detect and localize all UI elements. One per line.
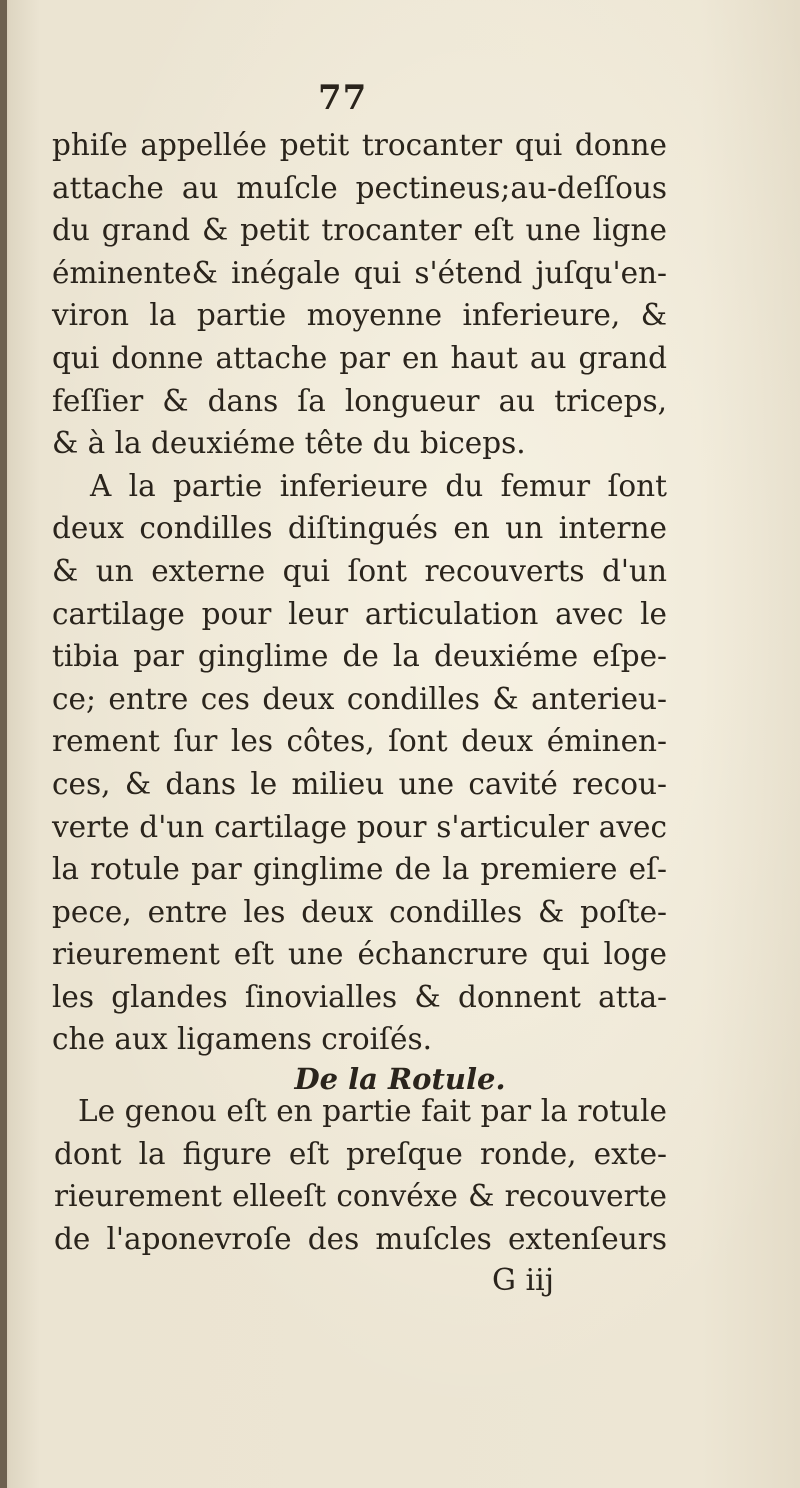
text-line: rieurement elleeſt convéxe & recouverte [54,1179,667,1214]
text-line: la rotule par ginglime de la premiere eſ- [52,852,667,887]
text-line: deux condilles diſtingués en un interne [52,511,667,546]
text-line: phiſe appellée petit trocanter qui donne [52,128,667,162]
text-line: rieurement eſt une échancrure qui loge [52,937,667,972]
text-line: verte d'un cartilage pour s'articuler avec [52,809,667,844]
text-line: che aux ligamens croiſés. [52,1022,432,1057]
page-number: 77 [318,78,368,118]
text-line: pece, entre les deux condilles & poſte- [52,894,667,929]
text-line: attache au muſcle pectineus;au-deſſous [52,170,667,205]
text-line: viron la partie moyenne inferieure, & [52,298,667,333]
main-text [52,124,667,1061]
text-line: de l'aponevroſe des muſcles extenſeurs [54,1221,667,1256]
text-line: éminente& inégale qui s'étend juſqu'en- [52,255,667,290]
text-line: feſſier & dans ſa longueur au triceps, [52,383,667,418]
text-line: les glandes ſinovialles & donnent atta- [52,979,667,1014]
text-line: & à la deuxiéme tête du biceps. [52,426,526,461]
text-line: A la partie inferieure du femur ſont [90,468,667,503]
text-line: qui donne attache par en haut au grand [52,340,667,375]
section-title: De la Rotule. [294,1062,506,1096]
binding-gutter [0,0,7,1488]
paragraph-3 [54,1090,667,1260]
signature-mark: G iij [492,1263,554,1298]
text-line: & un externe qui ſont recouverts d'un [52,553,667,588]
text-line: cartilage pour leur articulation avec le [52,596,667,631]
paragraph-2 [52,465,667,1061]
paragraph-1 [52,124,667,465]
text-line: du grand & petit trocanter eſt une ligne [52,213,667,248]
text-line: tibia par ginglime de la deuxiéme eſpe- [52,639,667,674]
text-line: ces, & dans le milieu une cavité recou- [52,766,667,801]
text-line: Le genou eſt en partie fait par la rotule [78,1094,667,1128]
text-line: rement ſur les côtes, ſont deux éminen- [52,724,667,759]
text-line: ce; entre ces deux condilles & anterieu- [52,681,667,716]
text-line: dont la figure eſt preſque ronde, exte- [54,1136,667,1171]
